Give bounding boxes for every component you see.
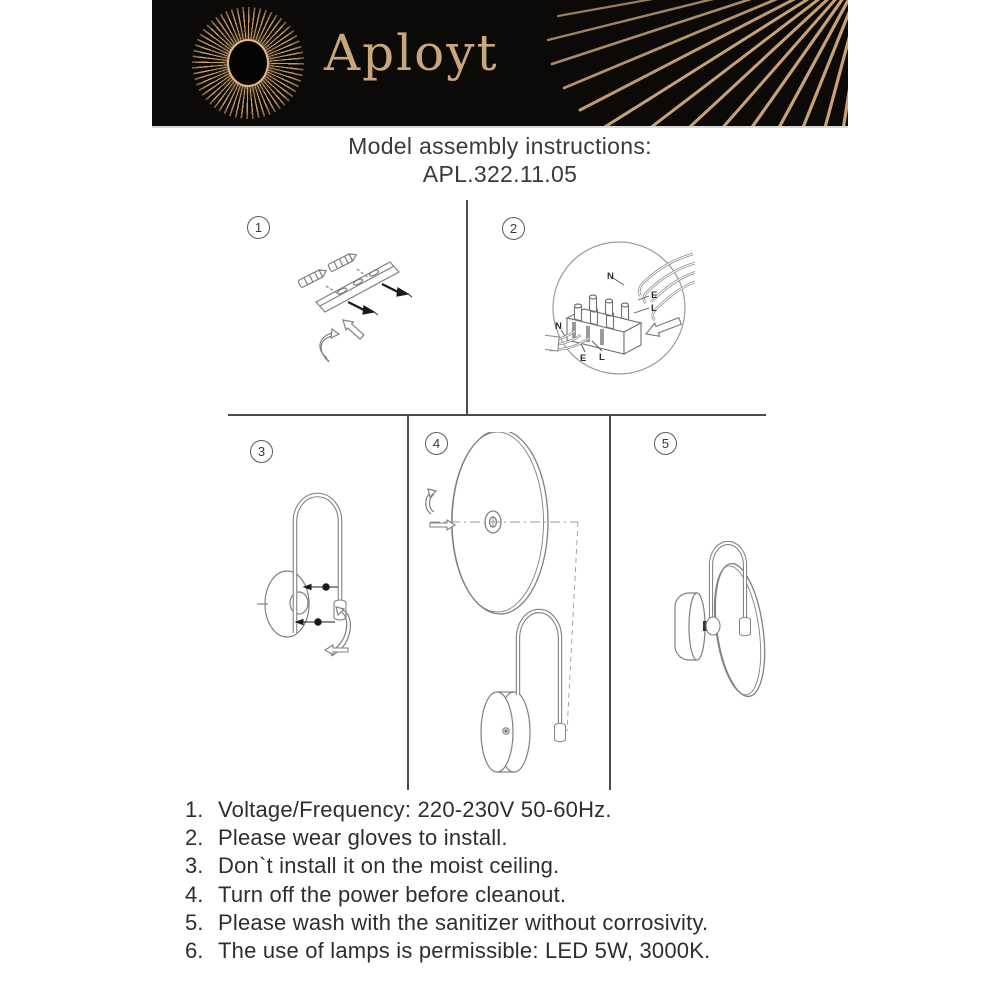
item-number: 6. <box>185 937 204 963</box>
step-3-diagram <box>245 483 395 768</box>
direction-arrow <box>646 318 681 337</box>
divider-bottom-left <box>407 414 409 790</box>
step-5-number: 5 <box>654 432 677 455</box>
insert-arrow <box>343 320 364 339</box>
rotate-arrow <box>426 489 436 514</box>
item-text: Please wear gloves to install. <box>218 825 508 851</box>
step-1-diagram <box>270 240 440 380</box>
wire-label-n-bottom: N <box>555 321 562 332</box>
page-title: Model assembly instructions: <box>348 133 652 159</box>
item-number: 5. <box>185 909 204 935</box>
item-text: The use of lamps is permissible: LED 5W, 3000K. <box>218 937 711 963</box>
step-2-number: 2 <box>502 217 525 240</box>
header-banner <box>152 0 848 128</box>
list-item <box>185 882 845 910</box>
step-3-number: 3 <box>250 440 273 463</box>
item-text: Please wash with the sanitizer without corrosivity. <box>218 909 709 935</box>
list-item <box>185 797 845 825</box>
wire-label-l-top: L <box>651 303 657 314</box>
list-item <box>185 910 845 938</box>
disc-shade <box>452 432 549 614</box>
supply-wires <box>639 254 695 320</box>
divider-horizontal <box>228 414 766 416</box>
wire-label-e-bottom: E <box>580 353 587 364</box>
slide-arrow <box>325 645 348 655</box>
lamp-body <box>481 611 566 772</box>
detail-circle <box>553 242 685 374</box>
step-5-diagram <box>625 520 790 775</box>
item-text: Don`t install it on the moist ceiling. <box>218 853 560 879</box>
divider-top-vertical <box>466 200 468 415</box>
item-number: 1. <box>185 797 204 822</box>
wire-label-n-top: N <box>607 271 614 282</box>
step-4-diagram <box>415 432 610 787</box>
item-text: Turn off the power before cleanout. <box>218 881 567 907</box>
list-item <box>185 938 845 966</box>
item-number: 3. <box>185 853 204 879</box>
model-number: APL.322.11.05 <box>422 161 578 187</box>
step-1-number: 1 <box>247 216 270 239</box>
wall-plate <box>257 571 309 637</box>
brand-logo: Aployt <box>324 24 499 82</box>
item-text: Voltage/Frequency: 220-230V 50-60Hz. <box>218 797 612 822</box>
step-4-number: 4 <box>425 432 448 455</box>
drum-base <box>481 692 530 772</box>
wall-plate <box>675 593 705 660</box>
rotate-arrow <box>320 329 339 362</box>
instructions-list <box>185 797 845 966</box>
list-item <box>185 825 845 853</box>
step-2-diagram <box>545 238 695 388</box>
wire-label-e-top: E <box>651 290 658 301</box>
item-number: 4. <box>185 881 204 907</box>
title-block <box>0 132 1000 188</box>
wire-label-l-bottom: L <box>599 352 605 363</box>
item-number: 2. <box>185 825 204 851</box>
list-item <box>185 853 845 881</box>
